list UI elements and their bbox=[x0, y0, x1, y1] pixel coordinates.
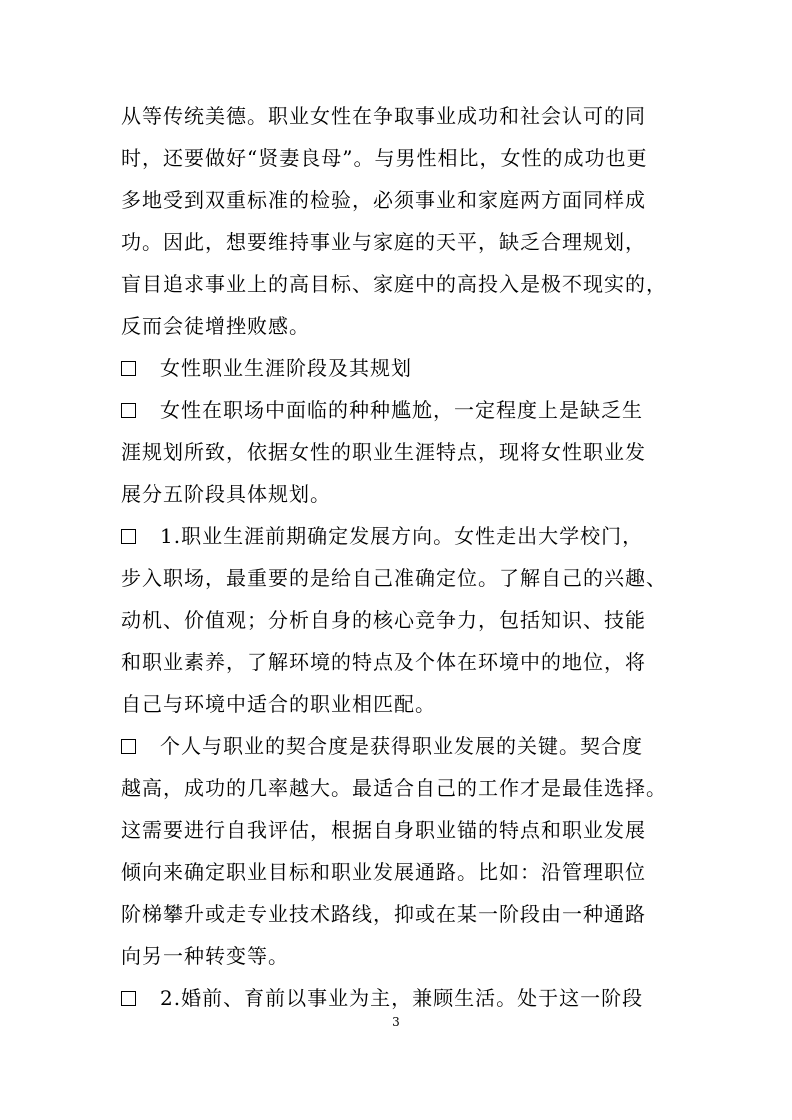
text-line bbox=[121, 608, 646, 632]
line-text: 展分五阶段具体规划。 bbox=[121, 482, 331, 506]
line-text: 这需要进行自我评估，根据自身职业锚的特点和职业发展 bbox=[121, 818, 646, 842]
line-text: 1.职业生涯前期确定发展方向。女性走出大学校门， bbox=[160, 524, 644, 548]
line-text: 反而会徒增挫败感。 bbox=[121, 314, 310, 338]
line-text: 向另一种转变等。 bbox=[121, 944, 289, 968]
text-line bbox=[121, 692, 436, 716]
text-line bbox=[121, 440, 646, 464]
checkbox-icon bbox=[121, 991, 136, 1006]
text-line bbox=[121, 776, 667, 800]
line-text: 女性职业生涯阶段及其规划 bbox=[160, 356, 412, 380]
text-line bbox=[121, 230, 646, 254]
checkbox-icon bbox=[121, 361, 136, 376]
section-heading bbox=[121, 356, 412, 380]
line-text: 和职业素养，了解环境的特点及个体在环境中的地位，将 bbox=[121, 650, 646, 674]
text-line bbox=[121, 860, 646, 884]
line-text: 从等传统美德。职业女性在争取事业成功和社会认可的同 bbox=[121, 104, 646, 128]
paragraph-start bbox=[121, 524, 643, 548]
line-text: 个人与职业的契合度是获得职业发展的关键。契合度 bbox=[160, 734, 643, 758]
text-line bbox=[121, 104, 646, 128]
line-text: 多地受到双重标准的检验，必须事业和家庭两方面同样成 bbox=[121, 188, 646, 212]
page-number: 3 bbox=[392, 1015, 400, 1029]
checkbox-icon bbox=[121, 739, 136, 754]
line-text: 倾向来确定职业目标和职业发展通路。比如：沿管理职位 bbox=[121, 860, 646, 884]
paragraph-start bbox=[121, 986, 643, 1010]
line-text: 动机、价值观；分析自身的核心竞争力，包括知识、技能 bbox=[121, 608, 646, 632]
checkbox-icon bbox=[121, 529, 136, 544]
line-text: 女性在职场中面临的种种尴尬，一定程度上是缺乏生 bbox=[160, 398, 643, 422]
text-line bbox=[121, 272, 667, 296]
text-line bbox=[121, 314, 310, 338]
line-text: 涯规划所致，依据女性的职业生涯特点，现将女性职业发 bbox=[121, 440, 646, 464]
line-text: 2.婚前、育前以事业为主，兼顾生活。处于这一阶段 bbox=[160, 986, 644, 1010]
text-line bbox=[121, 146, 647, 170]
line-text: 自己与环境中适合的职业相匹配。 bbox=[121, 692, 436, 716]
checkbox-icon bbox=[121, 403, 136, 418]
text-line bbox=[121, 566, 667, 590]
text-line bbox=[121, 944, 289, 968]
line-text: 盲目追求事业上的高目标、家庭中的高投入是极不现实的， bbox=[121, 272, 667, 296]
line-text: 时，还要做好“贤妻良母”。与男性相比，女性的成功也更 bbox=[121, 146, 648, 170]
line-text: 阶梯攀升或走专业技术路线，抑或在某一阶段由一种通路 bbox=[121, 902, 646, 926]
line-text: 步入职场，最重要的是给自己准确定位。了解自己的兴趣、 bbox=[121, 566, 667, 590]
line-text: 越高，成功的几率越大。最适合自己的工作才是最佳选择。 bbox=[121, 776, 667, 800]
text-line bbox=[121, 650, 646, 674]
text-line bbox=[121, 818, 646, 842]
line-text: 功。因此，想要维持事业与家庭的天平，缺乏合理规划， bbox=[121, 230, 646, 254]
text-line bbox=[121, 482, 331, 506]
paragraph-start bbox=[121, 734, 643, 758]
text-line bbox=[121, 188, 646, 212]
paragraph-start bbox=[121, 398, 643, 422]
text-line bbox=[121, 902, 646, 926]
